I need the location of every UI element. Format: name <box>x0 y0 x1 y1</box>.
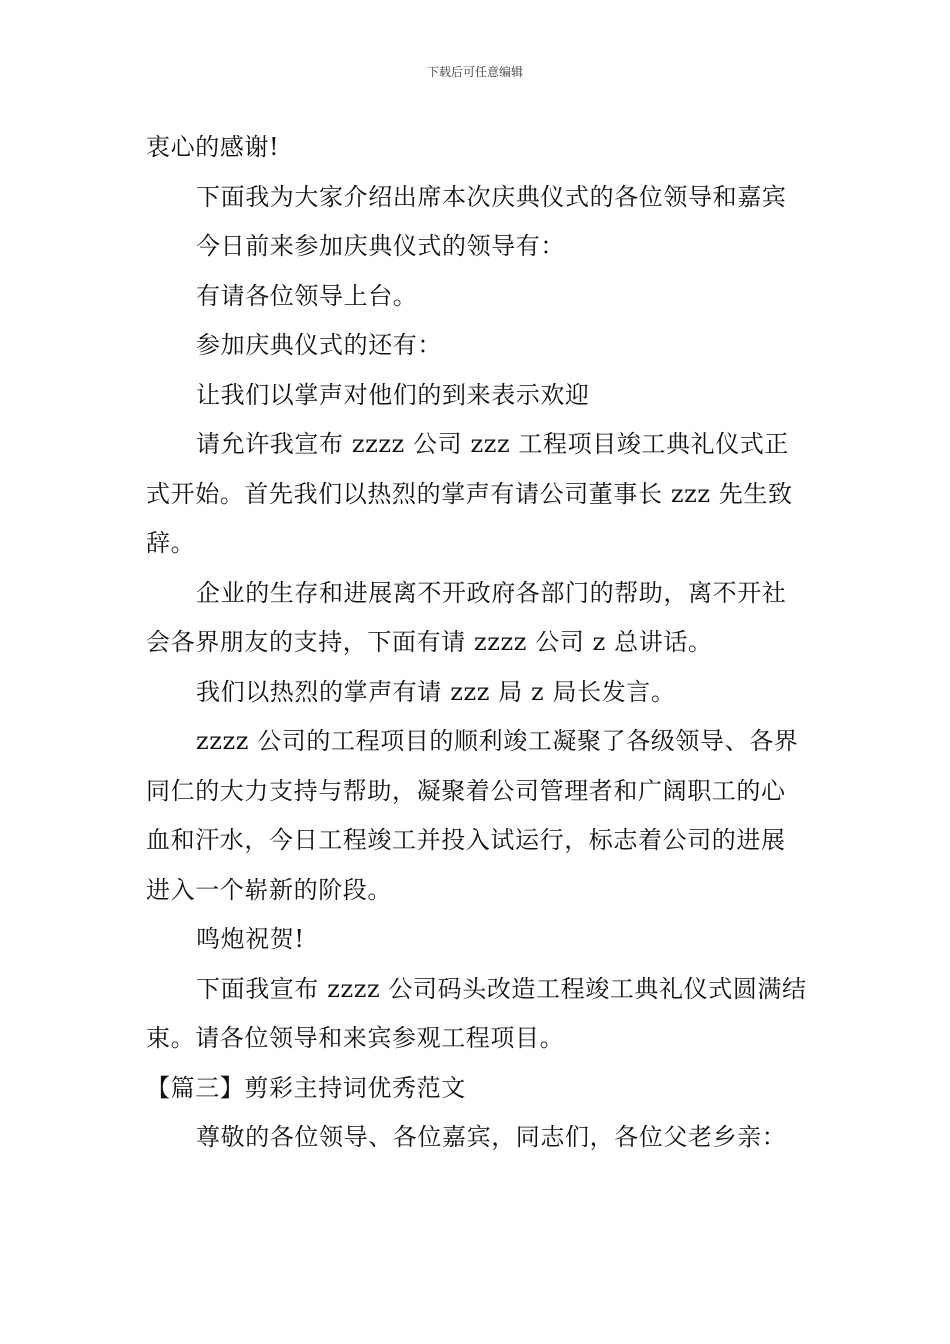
page-header: 下载后可任意编辑 <box>426 65 523 79</box>
paragraph-ceremony-start: 请允许我宣布 zzzz 公司 zzz 工程项目竣工典礼仪式正式开始。首先我们以热烈的掌声有请公司董事长 zzz 先生致辞。 <box>146 430 793 557</box>
paragraph-applause-welcome: 让我们以掌声对他们的到来表示欢迎 <box>196 380 590 409</box>
paragraph-firecrackers: 鸣炮祝贺! <box>196 925 305 953</box>
paragraph-ceremony-end: 下面我宣布 zzzz 公司码头改造工程竣工典礼仪式圆满结束。请各位领导和来宾参观工程项目。 <box>146 974 807 1052</box>
paragraph-leaders-present: 今日前来参加庆典仪式的领导有： <box>196 232 565 260</box>
paragraph-introduce-guests: 下面我为大家介绍出席本次庆典仪式的各位领导和嘉宾 <box>196 182 787 211</box>
paragraph-other-attendees: 参加庆典仪式的还有： <box>196 331 442 359</box>
paragraph-closing-thanks: 衷心的感谢! <box>146 133 280 161</box>
document-body <box>146 123 808 1163</box>
paragraph-greeting: 尊敬的各位领导、各位嘉宾，同志们，各位父老乡亲： <box>196 1123 787 1151</box>
paragraph-bureau-speech: 我们以热烈的掌声有请 zzz 局 z 局长发言。 <box>196 677 676 706</box>
section-heading-part-three: 【篇三】剪彩主持词优秀范文 <box>146 1073 466 1102</box>
paragraph-project-completion: zzzz 公司的工程项目的顺利竣工凝聚了各级领导、各界同仁的大力支持与帮助，凝聚着公司管理者和广阔职工的心血和汗水，今日工程竣工并投入试运行，标志着公司的进展进入一个崭新的阶段。 <box>146 727 799 904</box>
paragraph-company-speech: 企业的生存和进展离不开政府各部门的帮助，离不开社会各界朋友的支持，下面有请 zzzz 公司 z 总讲话。 <box>146 578 787 656</box>
paragraph-invite-leaders: 有请各位领导上台。 <box>196 281 418 310</box>
